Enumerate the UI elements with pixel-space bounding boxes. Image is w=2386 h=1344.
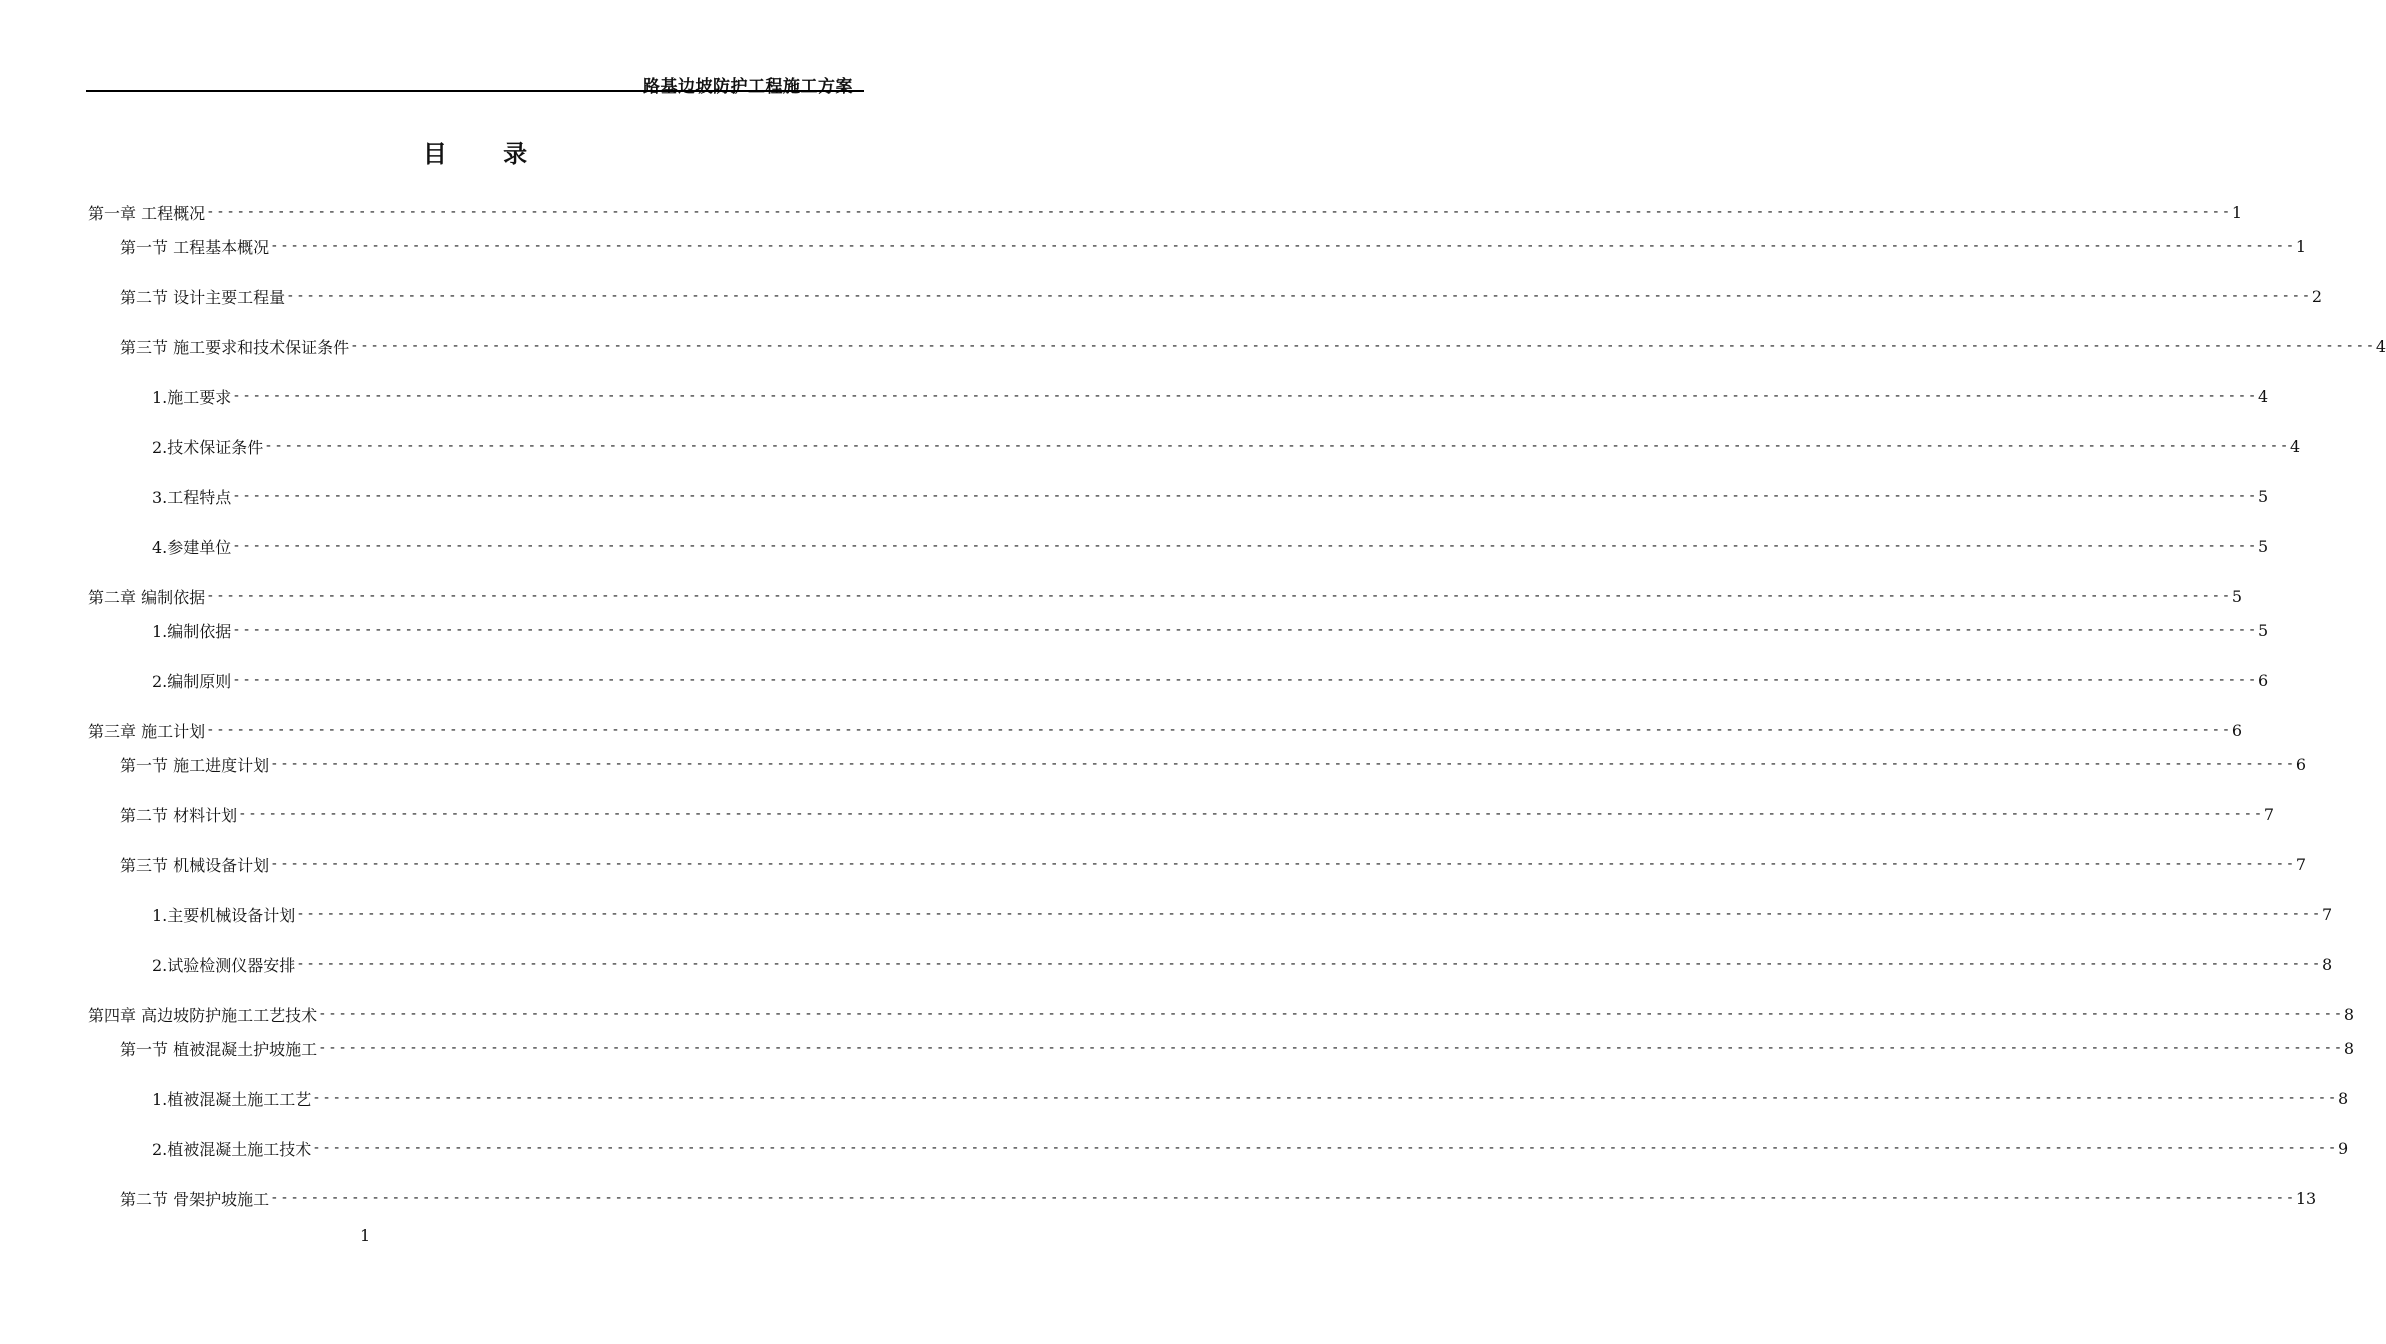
toc-leader: -------------------------------------------------------------------------------------------------------------------------------------------------------------------------------------------------------- xyxy=(312,1140,2339,1156)
toc-entry-page: 6 xyxy=(2258,670,2269,690)
toc-leader: -------------------------------------------------------------------------------------------------------------------------------------------------------------------------------------------------------- xyxy=(318,1006,2344,1022)
header-rule xyxy=(86,90,864,92)
toc-entry[interactable] xyxy=(152,668,2269,692)
toc-entry-label: 第一节 植被混凝土护坡施工 xyxy=(120,1039,318,1059)
toc-entry-page: 5 xyxy=(2258,486,2269,506)
toc-entry-page: 8 xyxy=(2343,1004,2355,1024)
toc-entry[interactable] xyxy=(120,852,2307,876)
toc-entry-label: 4.参建单位 xyxy=(152,537,232,557)
toc-leader: -------------------------------------------------------------------------------------------------------------------------------------------------------------------------------------------------------- xyxy=(270,238,2296,254)
toc-entry-page: 6 xyxy=(2231,720,2243,740)
toc-leader: -------------------------------------------------------------------------------------------------------------------------------------------------------------------------------------------------------- xyxy=(206,204,2232,220)
toc-entry-page: 8 xyxy=(2322,954,2333,974)
toc-entry-label: 1.主要机械设备计划 xyxy=(152,905,296,925)
toc-entry-page: 6 xyxy=(2295,754,2307,774)
toc-entry-label: 第二节 设计主要工程量 xyxy=(120,287,286,307)
toc-leader: -------------------------------------------------------------------------------------------------------------------------------------------------------------------------------------------------------- xyxy=(206,588,2232,604)
toc-entry-label: 第三章 施工计划 xyxy=(88,721,206,741)
toc-title: 目 录 xyxy=(422,140,552,168)
toc-entry-label: 第三节 施工要求和技术保证条件 xyxy=(120,337,350,357)
toc-leader: -------------------------------------------------------------------------------------------------------------------------------------------------------------------------------------------------------- xyxy=(232,672,2259,688)
toc-entry-page: 13 xyxy=(2295,1188,2317,1208)
toc-entry-page: 7 xyxy=(2295,854,2307,874)
toc-leader: -------------------------------------------------------------------------------------------------------------------------------------------------------------------------------------------------------- xyxy=(232,488,2259,504)
toc-entry-page: 1 xyxy=(2231,202,2243,222)
toc-entry-label: 2.编制原则 xyxy=(152,671,232,691)
toc-entry[interactable] xyxy=(152,384,2269,408)
toc-leader: -------------------------------------------------------------------------------------------------------------------------------------------------------------------------------------------------------- xyxy=(350,338,2376,354)
toc-entry-label: 第一章 工程概况 xyxy=(88,203,206,223)
toc-entry-label: 第二节 材料计划 xyxy=(120,805,238,825)
toc-leader: -------------------------------------------------------------------------------------------------------------------------------------------------------------------------------------------------------- xyxy=(296,906,2323,922)
page-number: 1 xyxy=(360,1226,371,1245)
toc-entry-page: 7 xyxy=(2322,904,2333,924)
toc-leader: -------------------------------------------------------------------------------------------------------------------------------------------------------------------------------------------------------- xyxy=(232,538,2259,554)
toc-leader: -------------------------------------------------------------------------------------------------------------------------------------------------------------------------------------------------------- xyxy=(206,722,2232,738)
toc-entry-label: 1.编制依据 xyxy=(152,621,232,641)
toc-entry[interactable] xyxy=(88,200,2243,224)
toc-entry-label: 2.植被混凝土施工技术 xyxy=(152,1139,312,1159)
toc-entry-label: 第四章 高边坡防护施工工艺技术 xyxy=(88,1005,318,1025)
toc-entry-label: 第一节 施工进度计划 xyxy=(120,755,270,775)
toc-leader: -------------------------------------------------------------------------------------------------------------------------------------------------------------------------------------------------------- xyxy=(286,288,2312,304)
toc-entry-page: 2 xyxy=(2311,286,2323,306)
toc-entry-label: 3.工程特点 xyxy=(152,487,232,507)
toc-leader: -------------------------------------------------------------------------------------------------------------------------------------------------------------------------------------------------------- xyxy=(312,1090,2339,1106)
toc-entry-label: 第二节 骨架护坡施工 xyxy=(120,1189,270,1209)
toc-entry-page: 4 xyxy=(2375,336,2386,356)
toc-entry-label: 第一节 工程基本概况 xyxy=(120,237,270,257)
toc-entry[interactable] xyxy=(120,752,2307,776)
toc-entry-page: 9 xyxy=(2338,1138,2349,1158)
toc-entry-label: 1.植被混凝土施工工艺 xyxy=(152,1089,312,1109)
toc-leader: -------------------------------------------------------------------------------------------------------------------------------------------------------------------------------------------------------- xyxy=(270,856,2296,872)
toc-entry-label: 第三节 机械设备计划 xyxy=(120,855,270,875)
toc-entry-page: 5 xyxy=(2258,620,2269,640)
toc-entry-label: 2.试验检测仪器安排 xyxy=(152,955,296,975)
toc-entry[interactable] xyxy=(88,584,2243,608)
toc-entry-page: 4 xyxy=(2258,386,2269,406)
toc-leader: -------------------------------------------------------------------------------------------------------------------------------------------------------------------------------------------------------- xyxy=(232,622,2259,638)
toc-entry[interactable] xyxy=(120,284,2323,308)
toc-entry[interactable] xyxy=(152,618,2269,642)
toc-entry-page: 5 xyxy=(2258,536,2269,556)
toc-entry[interactable] xyxy=(152,484,2269,508)
toc-entry-label: 2.技术保证条件 xyxy=(152,437,264,457)
toc-entry[interactable] xyxy=(152,1086,2349,1110)
toc-entry-page: 8 xyxy=(2338,1088,2349,1108)
toc-leader: -------------------------------------------------------------------------------------------------------------------------------------------------------------------------------------------------------- xyxy=(238,806,2264,822)
toc-entry[interactable] xyxy=(120,1186,2317,1210)
toc-entry-page: 8 xyxy=(2343,1038,2355,1058)
toc-entry-page: 4 xyxy=(2290,436,2301,456)
toc-leader: -------------------------------------------------------------------------------------------------------------------------------------------------------------------------------------------------------- xyxy=(270,1190,2296,1206)
toc-entry[interactable] xyxy=(152,952,2333,976)
toc-leader: -------------------------------------------------------------------------------------------------------------------------------------------------------------------------------------------------------- xyxy=(296,956,2323,972)
toc-entry[interactable] xyxy=(120,802,2275,826)
toc-entry[interactable] xyxy=(152,1136,2349,1160)
toc-leader: -------------------------------------------------------------------------------------------------------------------------------------------------------------------------------------------------------- xyxy=(232,388,2259,404)
toc-entry-label: 第二章 编制依据 xyxy=(88,587,206,607)
toc-entry[interactable] xyxy=(120,334,2386,358)
toc-entry[interactable] xyxy=(88,1002,2355,1026)
toc-entry-label: 1.施工要求 xyxy=(152,387,232,407)
page-header-title: 路基边坡防护工程施工方案 xyxy=(643,77,853,97)
toc-entry-page: 1 xyxy=(2295,236,2307,256)
toc-entry[interactable] xyxy=(120,1036,2355,1060)
toc-entry[interactable] xyxy=(152,534,2269,558)
toc-entry-page: 7 xyxy=(2263,804,2275,824)
toc-leader: -------------------------------------------------------------------------------------------------------------------------------------------------------------------------------------------------------- xyxy=(264,438,2291,454)
toc-entry[interactable] xyxy=(88,718,2243,742)
toc-entry[interactable] xyxy=(120,234,2307,258)
toc-leader: -------------------------------------------------------------------------------------------------------------------------------------------------------------------------------------------------------- xyxy=(318,1040,2344,1056)
toc-entry[interactable] xyxy=(152,434,2301,458)
toc-leader: -------------------------------------------------------------------------------------------------------------------------------------------------------------------------------------------------------- xyxy=(270,756,2296,772)
toc-entry-page: 5 xyxy=(2231,586,2243,606)
toc-entry[interactable] xyxy=(152,902,2333,926)
